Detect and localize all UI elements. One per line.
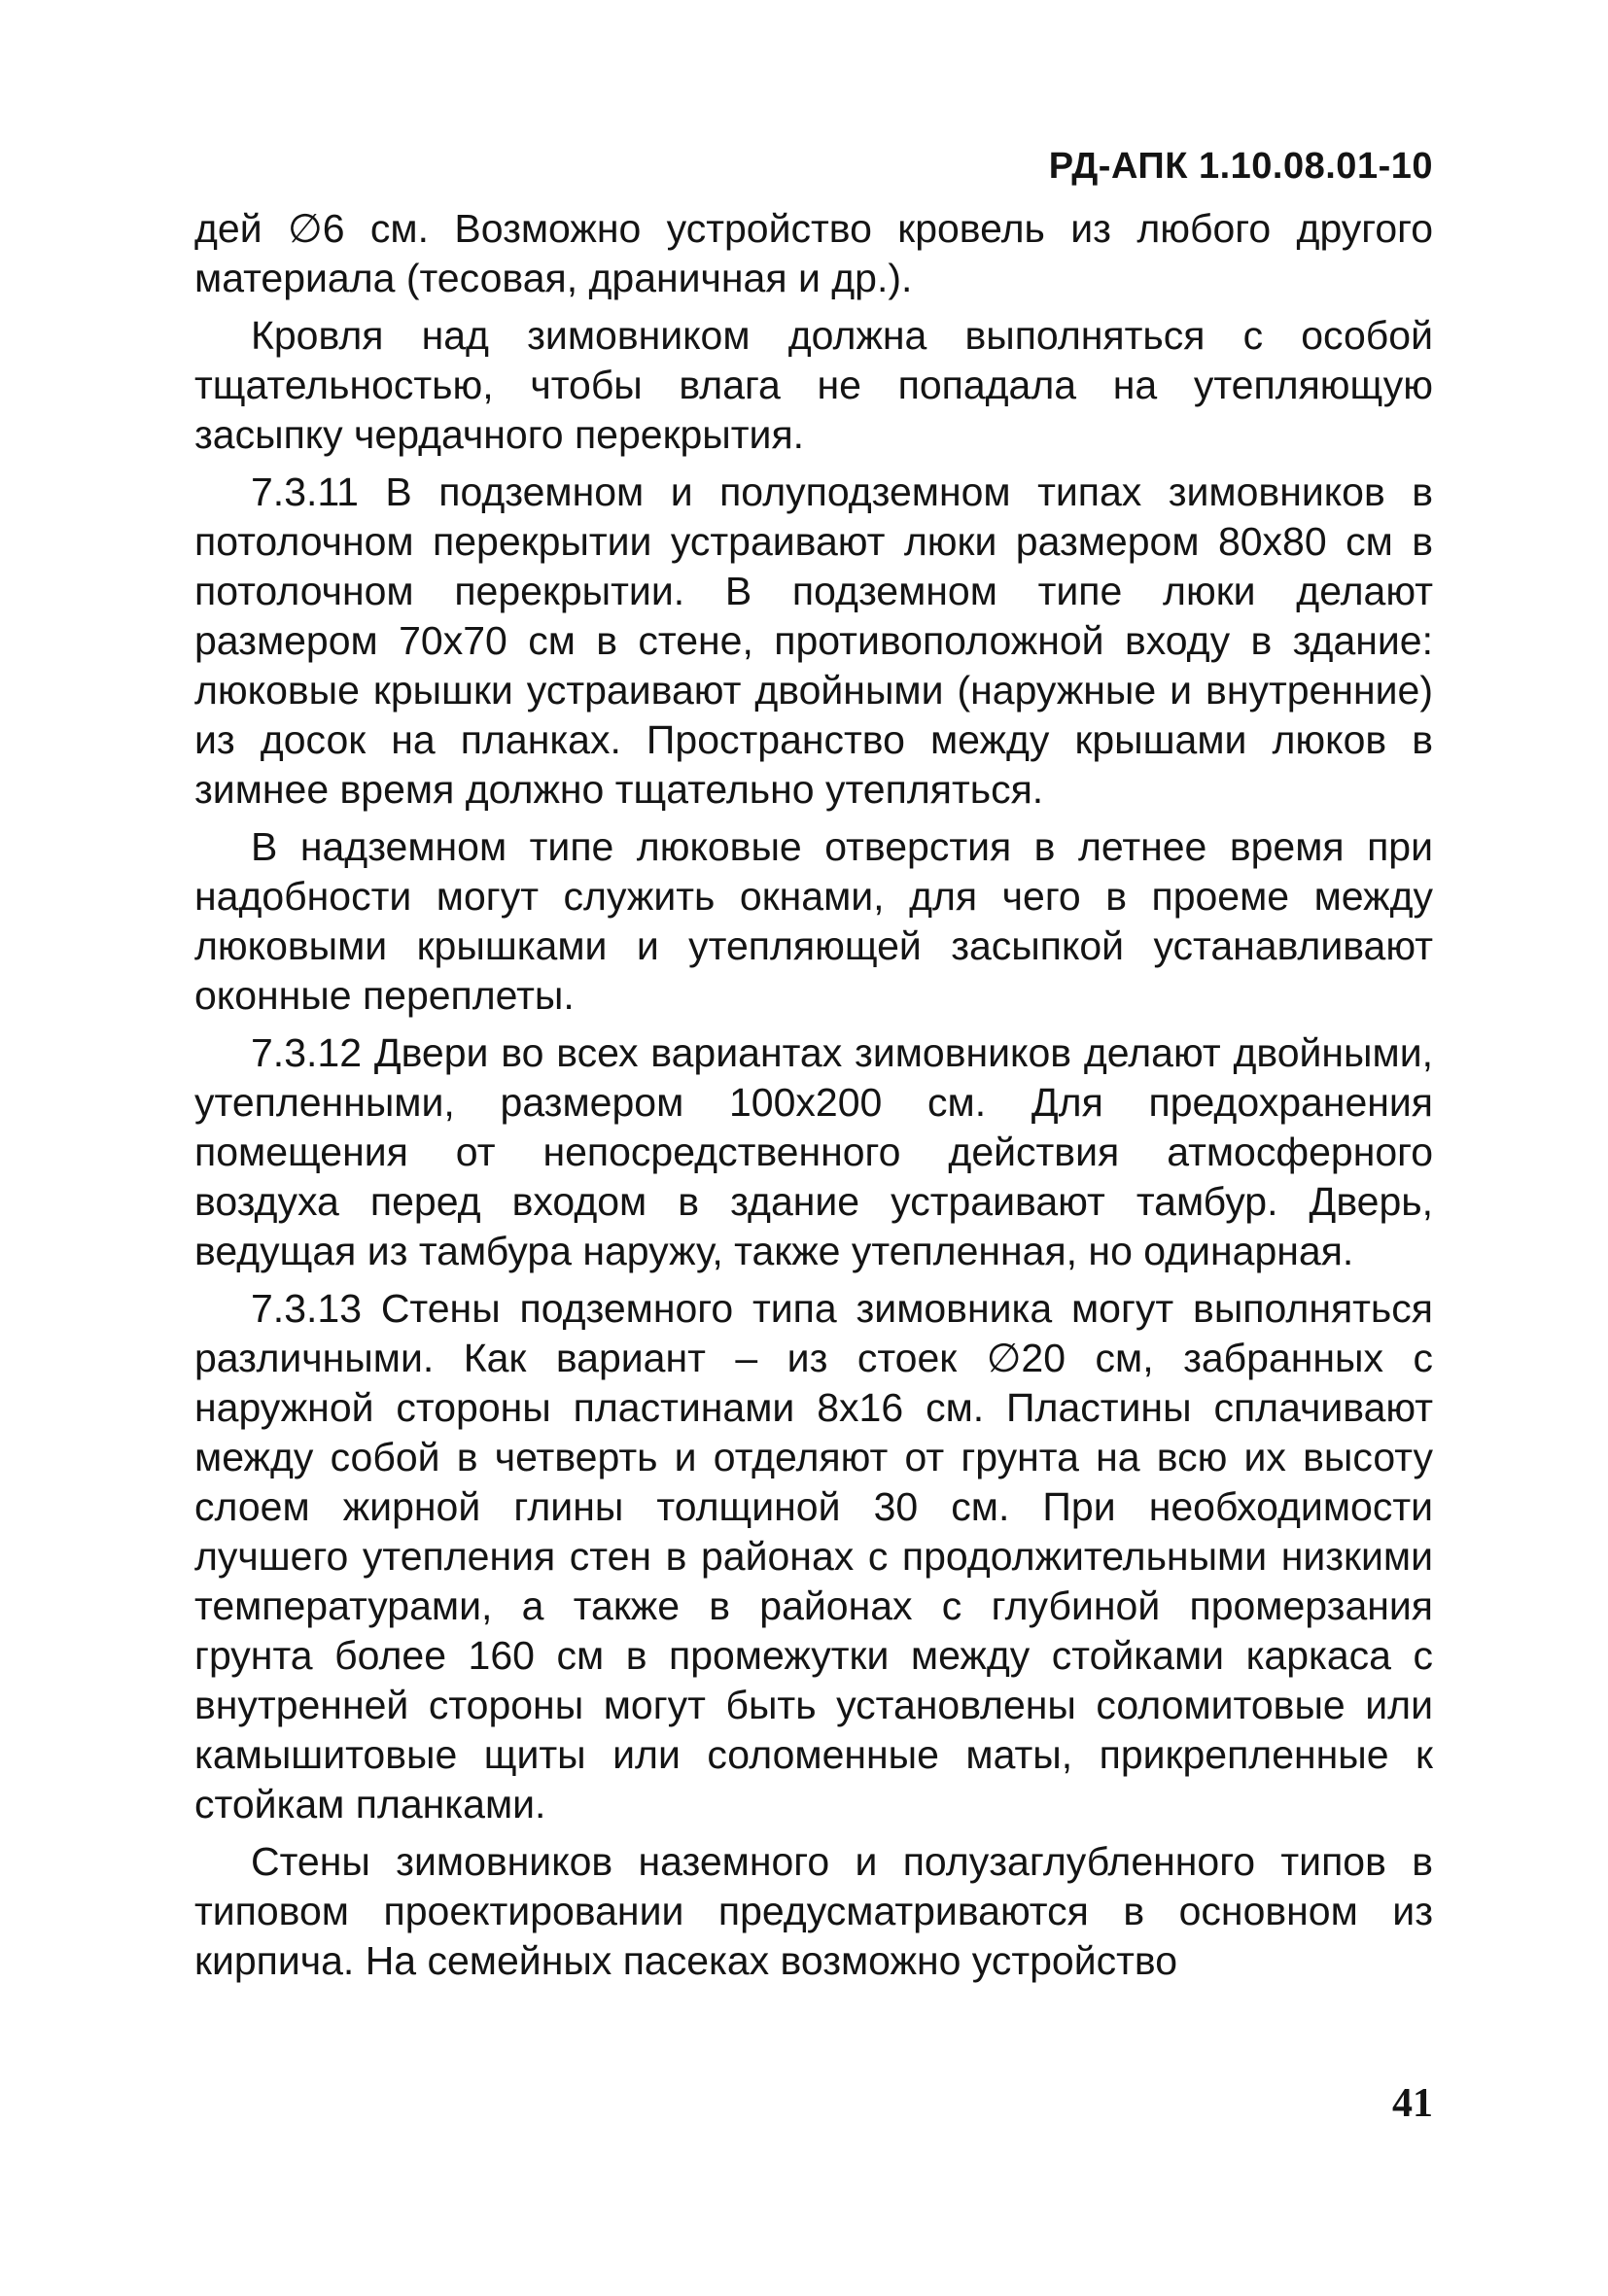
paragraph-roof: Кровля над зимовником должна выполняться с особой тщательностью, чтобы влага не попадала на утепляющую засыпку чердачного перекрытия. (194, 313, 1433, 457)
paragraph-continuation: дей ∅6 см. Возможно устройство кровель из любого другого материала (тесовая, драничная и др.). (194, 206, 1433, 300)
body-text (194, 204, 1433, 1994)
paragraph-7-3-11: 7.3.11 В подземном и полуподземном типах зимовников в потолочном перекрытии устраивают люки размером 80х80 см в потолочном перекрытии. В подземном типе люки делают размером 70х70 см в стене, противоположной входу в здание: люковые крышки устраивают двойными (наружные и внутренние) из досок на планках. Пространство между крышами люков в зимнее время должно тщательно утепляться. (194, 470, 1433, 812)
paragraph-7-3-12: 7.3.12 Двери во всех вариантах зимовников делают двойными, утепленными, размером 100х200 см. Для предохранения помещения от непосредственного действия атмосферного воздуха перед входом в здание устраивают тамбур. Дверь, ведущая из тамбура наружу, также утепленная, но одинарная. (194, 1030, 1433, 1273)
paragraph-hatch-windows: В надземном типе люковые отверстия в летнее время при надобности могут служить окнами, для чего в проеме между люковыми крышками и утепляющей засыпкой устанавливают оконные переплеты. (194, 824, 1433, 1018)
page-number: 41 (1392, 2081, 1433, 2126)
paragraph-7-3-13: 7.3.13 Стены подземного типа зимовника могут выполняться различными. Как вариант – из стоек ∅20 см, забранных с наружной стороны пластинами 8х16 см. Пластины сплачивают между собой в четверть и отделяют от грунта на всю их высоту слоем жирной глины толщиной 30 см. При необходимости лучшего утепления стен в районах с продолжительными низкими температурами, а также в районах с глубиной промерзания грунта более 160 см в промежутки между стойками каркаса с внутренней стороны могут быть установлены соломитовые или камышитовые щиты или соломенные маты, прикрепленные к стойкам планками. (194, 1286, 1433, 1826)
document-code: РД-АПК 1.10.08.01-10 (1048, 146, 1433, 187)
paragraph-walls: Стены зимовников наземного и полузаглубленного типов в типовом проектировании предусматриваются в основном из кирпича. На семейных пасеках возможно устройство (194, 1839, 1433, 1983)
